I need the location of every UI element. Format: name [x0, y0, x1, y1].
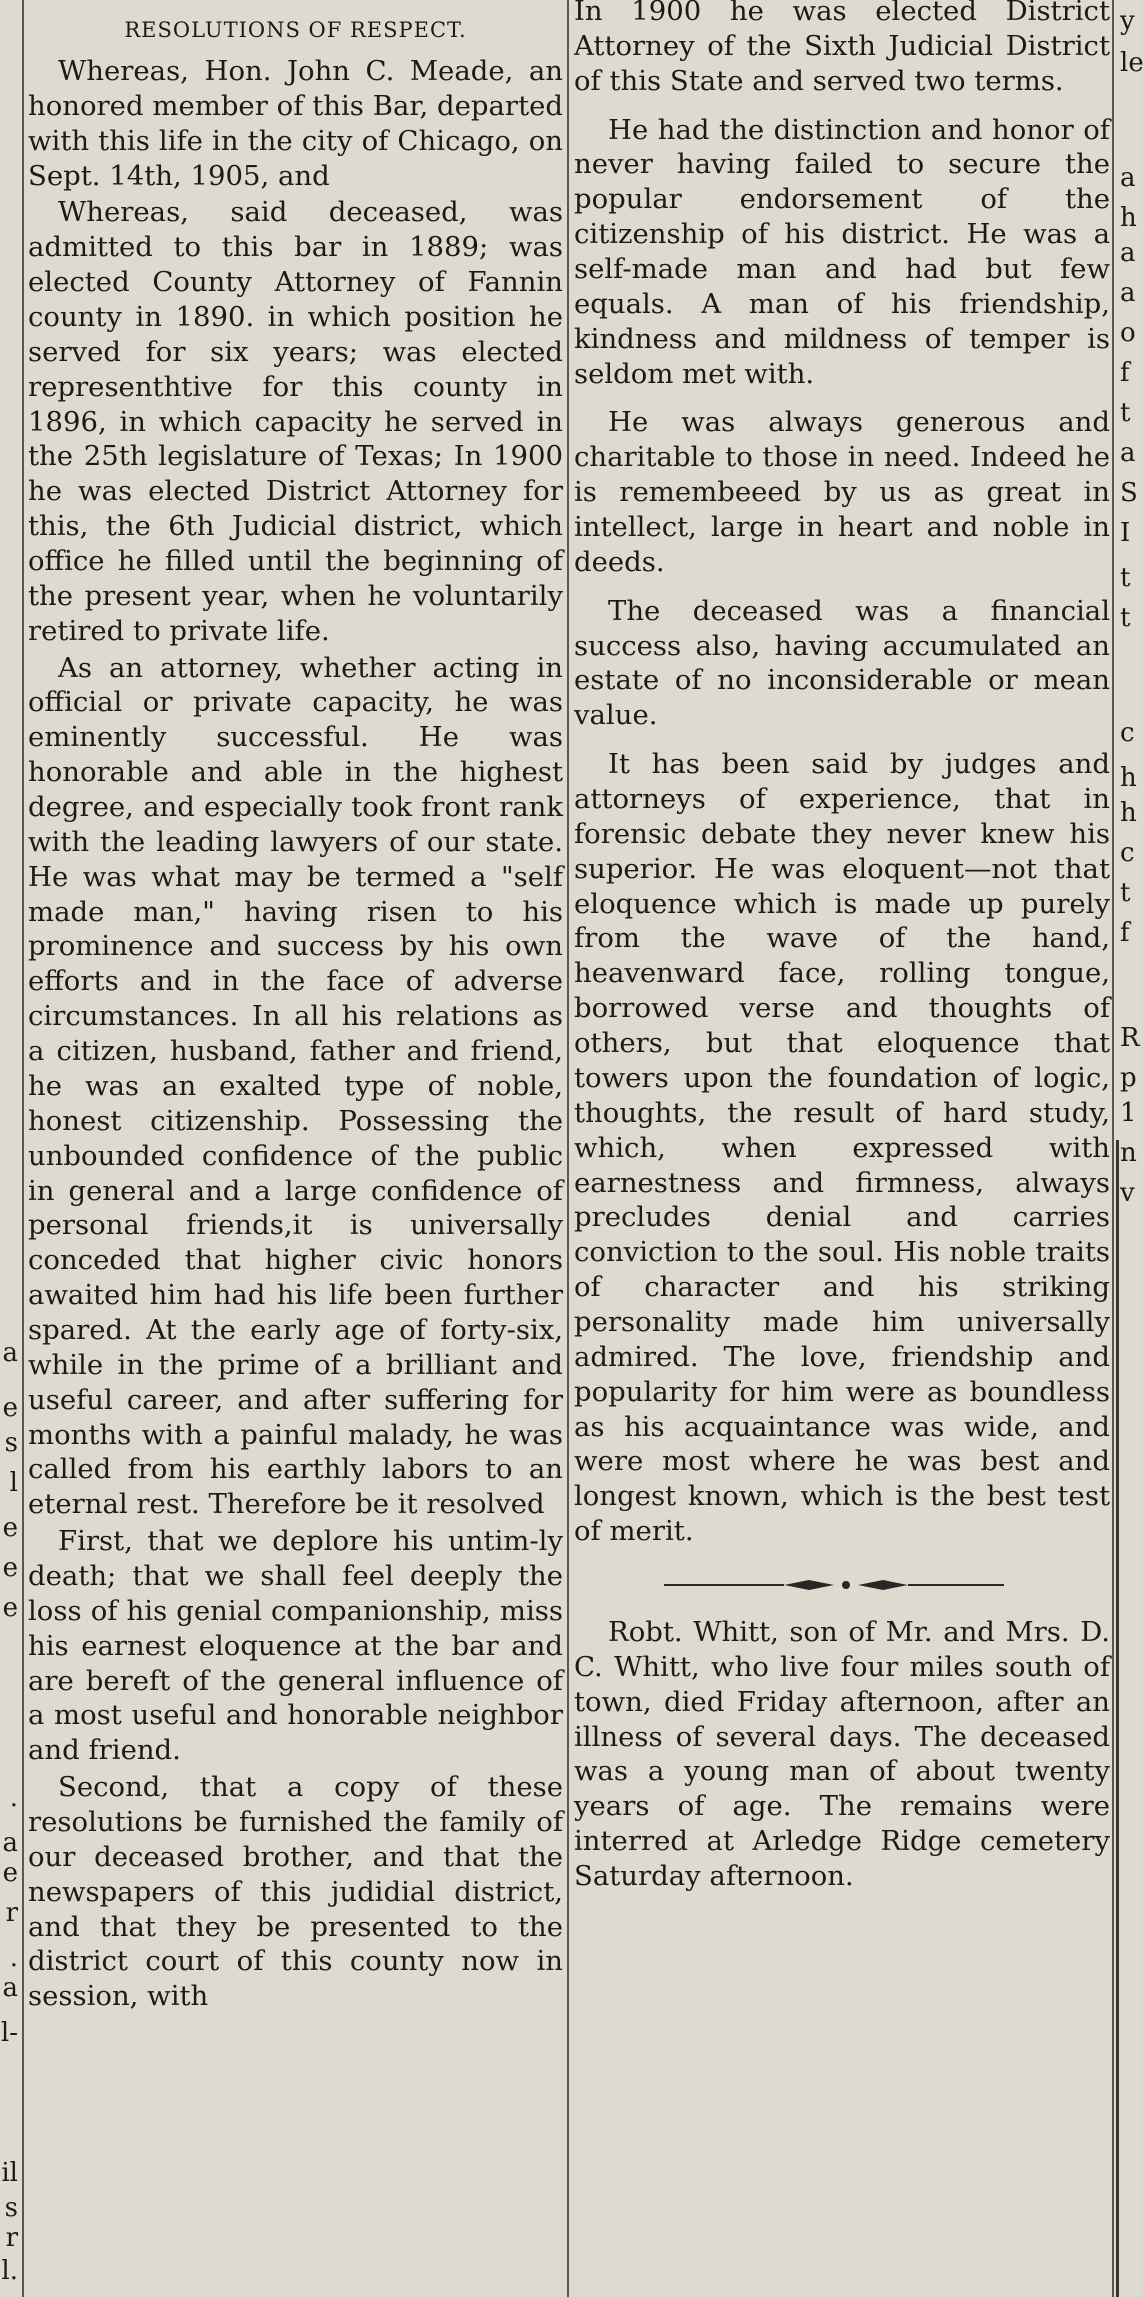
resolution-paragraph: Whereas, Hon. John C. Meade, an honored member of this Bar, departed with this life in the city of Chicago, on Sept. 14th, 1905, and — [28, 55, 563, 192]
edge-fragment: f — [1120, 358, 1130, 388]
edge-fragment: e — [2, 1513, 18, 1543]
edge-fragment: le — [1120, 48, 1144, 78]
tribute-paragraph: He was always generous and charitable to those in need. Indeed he is remembeeed by us as great in intellect, large in heart and noble in deeds. — [574, 406, 1110, 578]
tribute-paragraph: It has been said by judges and attorneys of experience, that in forensic debate they never knew his superior. He was eloquent—not that eloquence which is made up purely from the wave of the hand, heavenward face, rolling tongue, borrowed verse and thoughts of others, but that eloquence that towers upon the foundation of logic, thoughts, the result of hard study, which, when expressed with earnestness and firmness, always precludes denial and carries conviction to the soul. His noble traits of character and his striking personality made him universally admired. The love, friendship and popularity for him were as boundless as his acquaintance was wide, and were most where he was best and longest known, which is the best test of merit. — [574, 748, 1110, 1548]
right-edge-fragments — [1118, 0, 1144, 2297]
death-notice: Robt. Whitt, son of Mr. and Mrs. D. C. Whitt, who live four miles south of town, died Friday afternoon, after an illness of several days. The deceased was a young man of about twenty years of age. The remains were interred at Arledge Ridge cemetery Saturday afternoon. — [574, 1615, 1110, 1892]
tribute-paragraph: He had the distinction and honor of never having failed to secure the popular endorsement of the citizenship of his district. He was a self-made man and had but few equals. A man of his friendship, kindness and mildness of temper is seldom met with. — [574, 113, 1110, 390]
column-rule-right — [1112, 0, 1114, 2297]
edge-fragment: s — [4, 1428, 18, 1458]
edge-fragment: a — [1120, 238, 1136, 268]
resolution-paragraph: First, that we deplore his untim-ly death; that we shall feel deeply the loss of his genial companionship, miss his earnest eloquence at the bar and are bereft of the general influence of a most useful and honorable neighbor and friend. — [28, 1525, 563, 1767]
divider-ornament-icon — [664, 1577, 1004, 1593]
tribute-paragraph: The deceased was a financial success also, having accumulated an estate of no inconsiderable or mean value. — [574, 594, 1110, 732]
edge-fragment: e — [2, 1593, 18, 1623]
ornamental-divider — [574, 1565, 1110, 1605]
edge-fragment: h — [1120, 798, 1137, 828]
edge-fragment: a — [1120, 278, 1136, 308]
edge-fragment: S — [1120, 478, 1138, 508]
edge-fragment: o — [1120, 318, 1136, 348]
edge-fragment: l. — [1, 2256, 18, 2286]
left-edge-fragments — [0, 0, 20, 2297]
edge-fragment: h — [1120, 763, 1137, 793]
edge-fragment: t — [1120, 398, 1131, 428]
column-rule-left — [22, 0, 24, 2297]
resolution-paragraph: Whereas, said deceased, was admitted to this bar in 1889; was elected County Attorney of Fannin county in 1890. in which position he served for six years; was elected representhtive for this county in 1896, in which capacity he served in the 25th legislature of Texas; In 1900 he was elected District Attorney for this, the 6th Judicial district, which office he filled until the beginning of the present year, when he voluntarily retired to private life. — [28, 196, 563, 647]
edge-fragment: r — [5, 2223, 18, 2253]
edge-fragment: 1 — [1120, 1098, 1137, 1128]
edge-fragment: v — [1120, 1178, 1135, 1208]
edge-fragment: y — [1120, 6, 1135, 36]
edge-fragment: a — [1120, 163, 1136, 193]
edge-fragment: a — [2, 1828, 18, 1858]
edge-fragment: l- — [0, 2018, 18, 2048]
edge-fragment: l — [9, 1468, 18, 1498]
edge-fragment: f — [1120, 918, 1130, 948]
column-resolutions — [28, 0, 563, 2297]
edge-fragment: a — [1120, 438, 1136, 468]
edge-fragment: s — [4, 2193, 18, 2223]
edge-fragment: . — [9, 1783, 18, 1813]
column-tribute — [574, 0, 1110, 2297]
edge-fragment: a — [2, 1338, 18, 1368]
edge-fragment: c — [1120, 838, 1135, 868]
edge-fragment: p — [1120, 1063, 1137, 1093]
edge-fragment: I — [1120, 518, 1131, 548]
edge-fragment: t — [1120, 563, 1131, 593]
edge-fragment: r — [5, 1898, 18, 1928]
resolution-paragraph: Second, that a copy of these resolutions be furnished the family of our deceased brother, and that the newspapers of this judidial district, and that they be presented to the district court of this county now in session, with — [28, 1771, 563, 2013]
edge-fragment: e — [2, 1393, 18, 1423]
edge-fragment: e — [2, 1553, 18, 1583]
edge-fragment: . — [9, 1943, 18, 1973]
edge-fragment: t — [1120, 878, 1131, 908]
edge-fragment: R — [1120, 1023, 1140, 1053]
edge-fragment: e — [2, 1858, 18, 1888]
edge-fragment: il — [1, 2158, 18, 2188]
edge-fragment: n — [1120, 1138, 1137, 1168]
resolutions-heading: RESOLUTIONS OF RESPECT. — [124, 18, 467, 42]
edge-fragment: c — [1120, 718, 1135, 748]
edge-fragment: h — [1120, 203, 1137, 233]
edge-fragment: t — [1120, 603, 1131, 633]
column-rule-middle — [567, 0, 569, 2297]
resolution-paragraph: As an attorney, whether acting in official or private capacity, he was eminently successful. He was honorable and able in the highest degree, and especially took front rank with the leading lawyers of our state. He was what may be termed a "self made man," having risen to his prominence and success by his own efforts and in the face of adverse circumstances. In all his relations as a citizen, husband, father and friend, he was an exalted type of noble, honest citizenship. Possessing the unbounded confidence of the public in general and a large confidence of personal friends,it is universally conceded that higher civic honors awaited him had his life been further spared. At the early age of forty-six, while in the prime of a brilliant and useful career, and after suffering for months with a painful malady, he was called from his earthly labors to an eternal rest. Therefore be it resolved — [28, 651, 563, 1521]
edge-fragment: a — [2, 1973, 18, 2003]
tribute-paragraph: In 1900 he was elected District Attorney of the Sixth Judicial District of this State and served two terms. — [574, 0, 1110, 97]
